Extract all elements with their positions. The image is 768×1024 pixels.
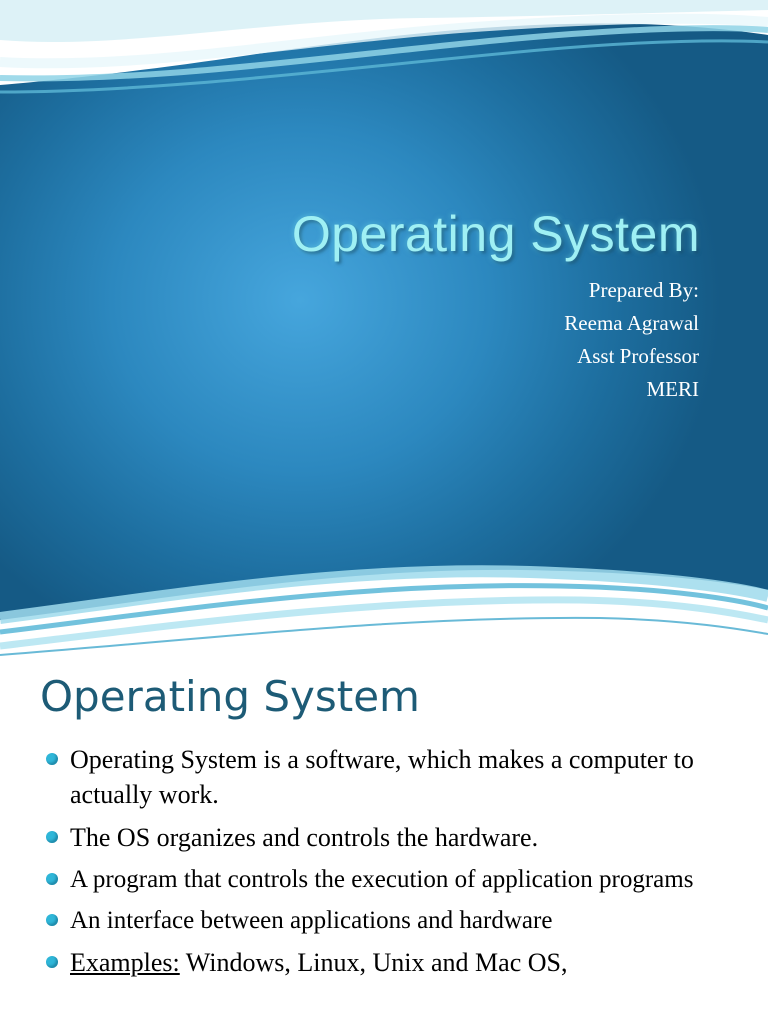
presenter-info [564,274,699,406]
subtitle-line: MERI [646,377,699,401]
list-item [0,904,768,937]
bullet-dot-icon [46,914,58,926]
bullet-dot-icon [46,956,58,968]
content-slide [0,660,768,1024]
bottom-wave-decoration [0,560,768,660]
subtitle-line: Reema Agrawal [564,311,699,335]
bullet-dot-icon [46,753,58,765]
list-item [0,742,768,812]
subtitle-line: Asst Professor [577,344,699,368]
bullet-text: An interface between applications and hardware [70,907,553,934]
top-wave-decoration [0,0,768,110]
bullet-text: Operating System is a software, which makes a computer to actually work. [70,745,694,809]
list-item [0,863,768,896]
bullet-text: The OS organizes and controls the hardware. [70,823,539,852]
slide-title: Operating System [291,206,700,262]
bullet-text: A program that controls the execution of application programs [70,866,694,893]
bullet-dot-icon [46,873,58,885]
bullet-list [0,742,768,988]
examples-text: Windows, Linux, Unix and Mac OS, [179,948,568,977]
subtitle-line: Prepared By: [588,278,699,302]
list-item [0,820,768,855]
content-slide-title: Operating System [40,672,420,721]
list-item [0,945,768,980]
bullet-dot-icon [46,831,58,843]
examples-label: Examples: [70,948,180,977]
